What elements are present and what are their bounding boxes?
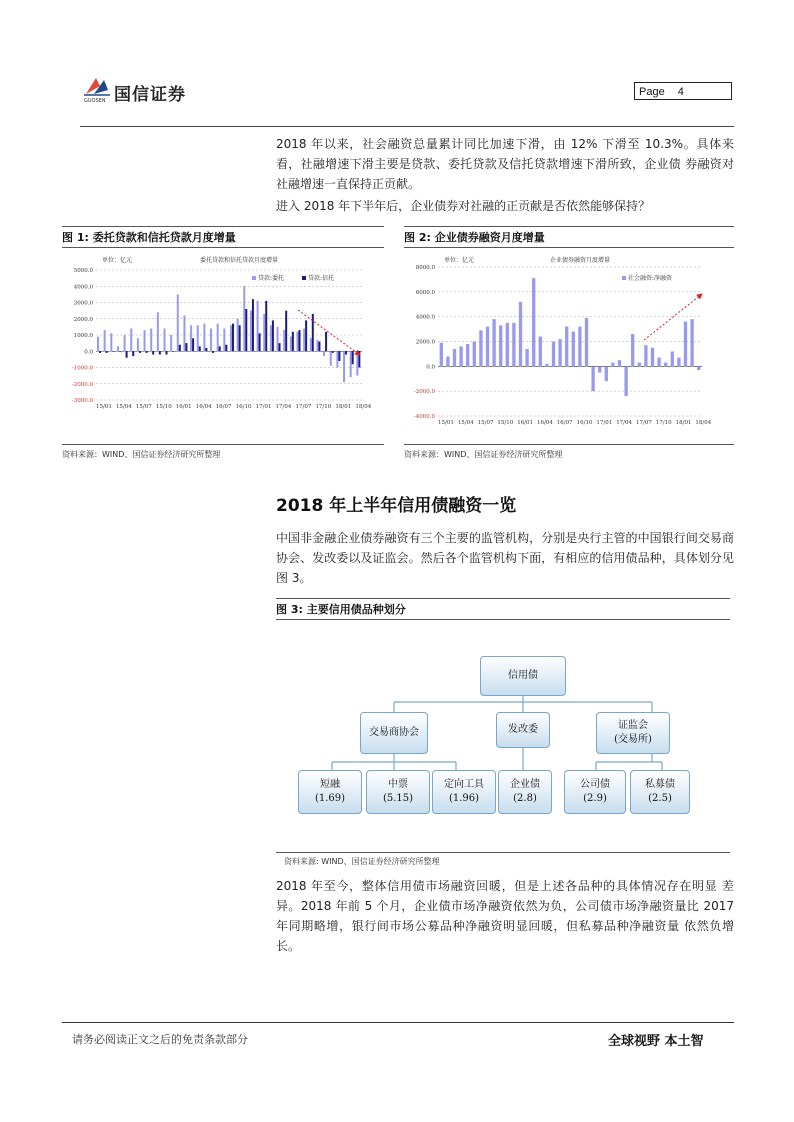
- bar: [285, 311, 287, 352]
- bar: [312, 314, 314, 351]
- y-tick-label: 8000.0: [415, 265, 435, 271]
- bar: [499, 325, 502, 366]
- bar: [690, 319, 693, 366]
- bar: [199, 346, 201, 351]
- bar: [486, 327, 489, 367]
- x-tick-label: 18/04: [355, 404, 372, 410]
- figure1-chart: [62, 252, 384, 432]
- logo-text: 国信证券: [114, 85, 186, 105]
- legend-swatch: [622, 276, 626, 280]
- x-tick-label: 16/07: [215, 404, 232, 410]
- bar: [190, 325, 192, 351]
- y-tick-label: 4000.0: [415, 314, 435, 321]
- bar: [277, 327, 279, 351]
- bar: [539, 337, 542, 367]
- y-tick-label: -2000.0: [71, 381, 93, 388]
- bar: [257, 301, 259, 351]
- bar: [139, 351, 141, 353]
- bar: [316, 340, 318, 351]
- x-tick-label: 15/01: [96, 404, 112, 410]
- trend-arrow-down: [298, 310, 360, 355]
- bar: [97, 337, 99, 352]
- bar: [150, 329, 152, 352]
- figure3-title: 图 3: 主要信用债品种划分: [276, 598, 730, 620]
- y-tick-label: 1000.0: [73, 333, 93, 339]
- bar: [172, 351, 174, 352]
- bar: [210, 329, 212, 352]
- org-level2-label: 证监会 (交易所): [614, 720, 652, 745]
- x-tick-label: 18/01: [675, 420, 692, 426]
- footer-divider: [62, 1022, 734, 1023]
- bar: [117, 346, 119, 351]
- header-divider: [80, 126, 734, 127]
- org-node-ndrc: [496, 712, 550, 748]
- bar: [245, 309, 247, 351]
- bar: [124, 335, 126, 351]
- closing-paragraph: 2018 年至今，整体信用债市场融资回暖，但是上述各品种的具体情况存在明显 差异。2018 年前 5 个月，企业债市场净融资依然为负，公司债市场净融资量比 2017 年同期略增，银行间市场公募品种净融资明显回暖，但私募品种净融资量 依然负增长。: [276, 879, 734, 953]
- x-tick-label: 15/07: [477, 420, 494, 426]
- bar: [126, 351, 128, 358]
- org-leaf-name: 短融: [320, 779, 340, 790]
- bar: [263, 314, 265, 351]
- org-node-enterprise-bond: [498, 770, 552, 814]
- bar: [152, 351, 154, 354]
- bar: [217, 324, 219, 352]
- y-tick-label: 0.0: [426, 364, 435, 371]
- x-tick-label: 16/10: [576, 420, 593, 426]
- bar: [106, 351, 108, 353]
- intro-paragraph-2: 进入 2018 年下半年后，企业债券对社融的正贡献是否依然能够保持？: [276, 199, 651, 213]
- figure1-bottom-rule: [62, 444, 384, 445]
- x-tick-label: 17/07: [636, 420, 652, 426]
- chart-title: 企业债券融资月度增量: [549, 257, 611, 264]
- x-tick-label: 17/07: [295, 404, 312, 410]
- bar: [170, 335, 172, 351]
- figure3-bottom-rule: [276, 852, 730, 853]
- bar: [440, 343, 443, 367]
- x-tick-label: 16/04: [195, 404, 212, 410]
- bar: [611, 363, 614, 367]
- bar: [137, 338, 139, 351]
- bar: [112, 351, 114, 352]
- org-node-nafmii: [360, 712, 428, 754]
- bar: [618, 360, 621, 366]
- y-tick-label: 3000.0: [73, 300, 93, 307]
- bar: [205, 348, 207, 351]
- org-leaf-name: 中票: [388, 779, 408, 790]
- bar: [651, 348, 654, 367]
- org-level2-label: 交易商协会: [369, 727, 419, 738]
- bar: [512, 323, 515, 366]
- org-leaf-value: (2.5): [648, 793, 672, 804]
- company-logo: [80, 76, 210, 106]
- section-paragraph: 中国非金融企业债券融资有三个主要的监管机构，分别是央行主管的中国银行间交易商协会、发改委以及证监会。然后各个监管机构下面，有相应的信用债品种，具体划分见图 3。: [276, 531, 734, 585]
- bar: [565, 327, 568, 367]
- y-tick-label: -1000.0: [71, 365, 93, 372]
- x-tick-label: 17/10: [655, 420, 672, 426]
- figure1-source: 资料来源：WIND、国信证券经济研究所整理: [62, 450, 221, 459]
- bar: [132, 351, 134, 356]
- bar: [545, 364, 548, 366]
- bar: [250, 311, 252, 352]
- bar: [558, 339, 561, 366]
- y-tick-label: 2000.0: [73, 316, 93, 323]
- bar: [479, 330, 482, 366]
- legend-label: 社会融资:净融资: [628, 275, 673, 282]
- figure2-title: 图 2: 企业债券融资月度增量: [404, 226, 734, 248]
- x-tick-label: 17/04: [616, 420, 633, 426]
- bar: [183, 316, 185, 352]
- bar: [591, 366, 594, 391]
- org-node-private-bond: [630, 770, 690, 814]
- bar: [272, 320, 274, 351]
- bar: [110, 333, 112, 351]
- bar: [177, 294, 179, 351]
- org-leaf-name: 定向工具: [444, 779, 484, 790]
- org-leaf-name: 企业债: [510, 779, 540, 790]
- y-tick-label: 5000.0: [73, 268, 93, 274]
- bar: [352, 351, 354, 364]
- legend-swatch: [252, 276, 256, 280]
- bar: [459, 346, 462, 366]
- bar: [296, 332, 298, 352]
- bar: [259, 333, 261, 351]
- bar: [130, 329, 132, 352]
- x-tick-label: 15/01: [438, 420, 454, 426]
- chart-unit: 单位：亿元: [102, 257, 133, 264]
- bar: [239, 325, 241, 351]
- x-tick-label: 15/10: [497, 420, 514, 426]
- x-tick-label: 15/04: [457, 420, 474, 426]
- bar: [305, 320, 307, 351]
- org-node-root: [480, 656, 566, 696]
- org-leaf-value: (1.69): [314, 793, 346, 804]
- bar: [298, 330, 300, 351]
- bar: [572, 332, 575, 367]
- bar: [104, 330, 106, 351]
- y-tick-label: 4000.0: [73, 284, 93, 291]
- x-tick-label: 18/01: [335, 404, 352, 410]
- bar: [578, 327, 581, 367]
- bar: [605, 366, 608, 381]
- bar: [350, 351, 352, 377]
- org-node-short-term: [298, 770, 362, 814]
- bar: [624, 366, 627, 396]
- x-tick-label: 17/10: [315, 404, 332, 410]
- x-tick-label: 16/01: [517, 420, 534, 426]
- org-leaf-name: 私募债: [645, 779, 675, 790]
- bar: [163, 329, 165, 352]
- bar: [338, 351, 340, 361]
- logo-subtext: GUOSEN: [84, 98, 106, 104]
- bar: [146, 351, 148, 353]
- bar: [157, 312, 159, 351]
- bar: [552, 342, 555, 367]
- x-tick-label: 18/04: [695, 420, 712, 426]
- bar: [292, 332, 294, 352]
- y-tick-label: -3000.0: [71, 398, 93, 404]
- bar: [684, 322, 687, 367]
- bar: [290, 337, 292, 352]
- bar: [243, 286, 245, 351]
- bar: [638, 363, 641, 367]
- org-leaf-value: (2.9): [583, 793, 607, 804]
- bar: [336, 351, 338, 367]
- bar: [283, 330, 285, 351]
- bar: [252, 299, 254, 351]
- bar: [225, 345, 227, 352]
- bar: [159, 351, 161, 354]
- bar: [358, 351, 360, 367]
- bar: [318, 342, 320, 352]
- bar: [446, 356, 449, 366]
- bar: [265, 301, 267, 351]
- bar: [697, 366, 700, 370]
- bar: [203, 324, 205, 352]
- bar: [345, 351, 347, 354]
- org-root-label: 信用债: [508, 670, 538, 681]
- bar: [185, 343, 187, 351]
- org-leaf-name: 公司债: [580, 779, 610, 790]
- bar: [585, 318, 588, 366]
- bar: [165, 351, 167, 354]
- bar: [119, 351, 121, 352]
- bar: [631, 334, 634, 366]
- bar: [343, 351, 345, 382]
- page-number: 4: [677, 86, 684, 98]
- bar: [219, 346, 221, 351]
- logo-icon: [82, 76, 112, 98]
- page-indicator: [634, 82, 732, 100]
- bar: [664, 363, 667, 367]
- org-level2-label: 发改委: [508, 724, 538, 735]
- y-tick-label: 2000.0: [415, 339, 435, 346]
- bar: [598, 366, 601, 372]
- bar: [270, 325, 272, 351]
- x-tick-label: 16/04: [537, 420, 553, 426]
- org-leaf-value: (1.96): [448, 793, 480, 804]
- section-title: 2018 年上半年信用债融资一览: [276, 496, 517, 516]
- x-tick-label: 16/10: [235, 404, 252, 410]
- figure3-source: 资料来源: WIND、国信证券经济研究所整理: [284, 857, 440, 866]
- bar: [223, 329, 225, 352]
- x-tick-label: 15/10: [155, 404, 172, 410]
- x-tick-label: 16/01: [175, 404, 192, 410]
- bar: [644, 345, 647, 366]
- y-tick-label: -4000.0: [413, 414, 435, 420]
- legend-label: 贷款:信托: [308, 275, 335, 282]
- x-tick-label: 17/01: [596, 420, 613, 426]
- bar: [325, 332, 327, 352]
- x-tick-label: 15/07: [135, 404, 152, 410]
- x-tick-label: 17/04: [275, 404, 292, 410]
- bar: [519, 302, 522, 367]
- bar: [212, 351, 214, 353]
- bar: [303, 329, 305, 352]
- bar: [657, 358, 660, 367]
- bar: [506, 323, 509, 366]
- bar: [310, 338, 312, 351]
- bar: [671, 351, 674, 366]
- bar: [332, 351, 334, 353]
- footer-disclaimer: 请务必阅读正文之后的免责条款部分: [72, 1033, 248, 1046]
- org-node-mtn: [366, 770, 430, 814]
- bar: [179, 345, 181, 352]
- bar: [197, 325, 199, 351]
- legend-label: 贷款:委托: [258, 275, 285, 282]
- bar: [532, 278, 535, 366]
- figure2-source: 资料来源：WIND、国信证券经济研究所整理: [404, 450, 563, 459]
- bar: [466, 344, 469, 366]
- bar: [192, 338, 194, 351]
- intro-paragraph-1: 2018 年以来，社会融资总量累计同比加速下滑，由 12% 下滑至 10.3%。具体来看，社融增速下滑主要是贷款、委托贷款及信托贷款增速下滑所致，企业债 券融资对社融增速一直保持正贡献。: [276, 137, 734, 191]
- org-node-corporate-bond: [564, 770, 626, 814]
- bar: [330, 351, 332, 366]
- bar: [677, 358, 680, 367]
- figure3-org-chart: [276, 626, 730, 852]
- x-tick-label: 17/01: [255, 404, 272, 410]
- chart-unit: 单位：亿元: [444, 257, 475, 264]
- bar: [356, 351, 358, 375]
- bar: [453, 349, 456, 366]
- bar: [232, 324, 234, 352]
- y-tick-label: 0.0: [84, 349, 93, 356]
- figure2-bottom-rule: [404, 444, 734, 445]
- bar: [323, 351, 325, 356]
- chart-title: 委托贷款和信托贷款月度增量: [199, 257, 279, 264]
- bar: [99, 351, 101, 353]
- bar: [279, 343, 281, 351]
- y-tick-label: 6000.0: [415, 289, 435, 296]
- bar: [492, 319, 495, 366]
- figure2-chart: [404, 252, 734, 432]
- bar: [525, 349, 528, 366]
- legend-swatch: [302, 276, 306, 280]
- bar: [473, 342, 476, 367]
- figure1-title: 图 1: 委托贷款和信托贷款月度增量: [62, 226, 384, 248]
- org-leaf-value: (2.8): [513, 793, 537, 804]
- bar: [237, 319, 239, 352]
- page-label: Page: [639, 86, 665, 98]
- org-node-ppn: [432, 770, 496, 814]
- org-node-csrc: [596, 712, 670, 754]
- x-tick-label: 15/04: [115, 404, 132, 410]
- bar: [144, 330, 146, 351]
- footer-slogan: 全球视野 本土智: [608, 1034, 704, 1049]
- y-tick-label: -2000.0: [413, 389, 435, 396]
- x-tick-label: 16/07: [556, 420, 573, 426]
- org-leaf-value: (5.15): [382, 793, 414, 804]
- bar: [230, 325, 232, 351]
